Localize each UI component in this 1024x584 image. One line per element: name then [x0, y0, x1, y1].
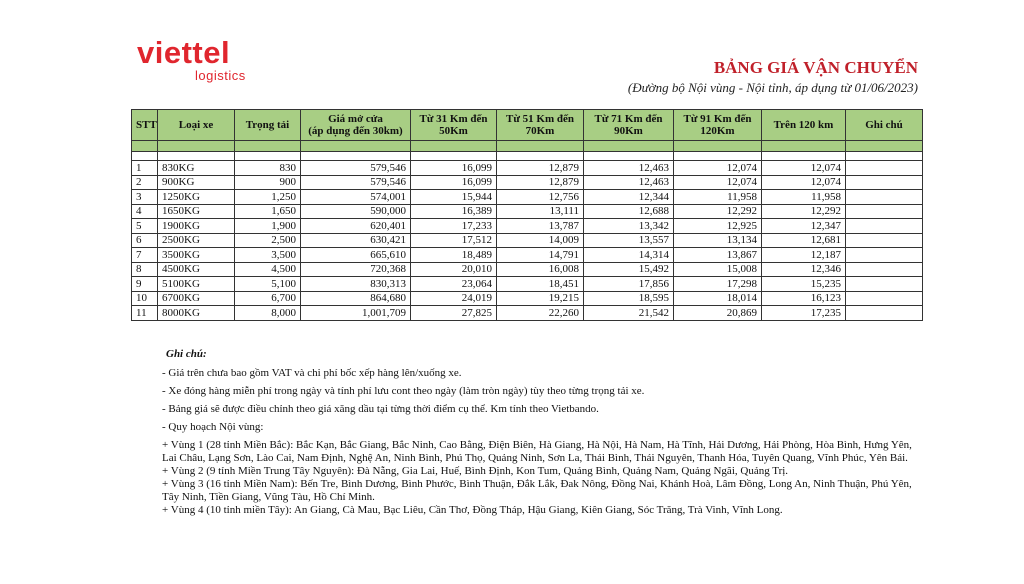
table-header-spacer: [132, 141, 923, 152]
cell-price-51-70km: 14,009: [497, 233, 584, 248]
cell-open-price: 830,313: [301, 277, 411, 292]
cell-price-91-120km: 12,292: [674, 204, 762, 219]
cell-stt: 6: [132, 233, 158, 248]
page-title: BẢNG GIÁ VẬN CHUYỂN: [713, 58, 918, 77]
header-71-90km: [584, 110, 674, 141]
cell-load: 830: [235, 161, 301, 176]
cell-note: [846, 233, 923, 248]
table-row: [132, 233, 923, 248]
cell-price-over-120km: 12,074: [762, 161, 846, 176]
cell-vehicle-type: 1650KG: [158, 204, 235, 219]
header-31-50km-line1: Từ 31 Km đến: [419, 113, 488, 125]
cell-price-91-120km: 18,014: [674, 291, 762, 306]
cell-price-31-50km: 27,825: [411, 306, 497, 321]
cell-note: [846, 175, 923, 190]
table-header-row: [132, 110, 923, 141]
cell-price-31-50km: 18,489: [411, 248, 497, 263]
header-31-50km: [411, 110, 497, 141]
cell-price-71-90km: 13,557: [584, 233, 674, 248]
cell-open-price: 574,001: [301, 190, 411, 205]
cell-vehicle-type: 3500KG: [158, 248, 235, 263]
header-load: Trọng tải: [235, 110, 301, 141]
cell-stt: 8: [132, 262, 158, 277]
region-2: + Vùng 2 (9 tỉnh Miền Trung Tây Nguyên): Đà Nẵng, Gia Lai, Huế, Bình Định, Kon Tum, Quảng Bình, Quảng Nam, Quảng Ngãi, Quảng Trị.: [162, 465, 789, 477]
cell-price-over-120km: 12,346: [762, 262, 846, 277]
cell-price-91-120km: 11,958: [674, 190, 762, 205]
cell-stt: 4: [132, 204, 158, 219]
cell-note: [846, 204, 923, 219]
cell-price-over-120km: 11,958: [762, 190, 846, 205]
header-over-120km: Trên 120 km: [762, 110, 846, 141]
cell-price-91-120km: 15,008: [674, 262, 762, 277]
table-row: [132, 262, 923, 277]
cell-price-71-90km: 12,463: [584, 161, 674, 176]
cell-note: [846, 219, 923, 234]
logo-subtitle: logistics: [195, 68, 246, 83]
header-91-120km-line1: Từ 91 Km đến: [683, 113, 752, 125]
table-row: [132, 204, 923, 219]
cell-note: [846, 306, 923, 321]
table-body: [132, 152, 923, 321]
cell-price-71-90km: 12,463: [584, 175, 674, 190]
cell-note: [846, 248, 923, 263]
cell-stt: 5: [132, 219, 158, 234]
header-91-120km: [674, 110, 762, 141]
cell-open-price: 579,546: [301, 161, 411, 176]
cell-price-71-90km: 21,542: [584, 306, 674, 321]
cell-price-51-70km: 13,111: [497, 204, 584, 219]
cell-load: 900: [235, 175, 301, 190]
header-31-50km-line2: 50Km: [439, 125, 468, 137]
cell-price-51-70km: 12,879: [497, 175, 584, 190]
region-1: + Vùng 1 (28 tỉnh Miền Bắc): Bắc Kạn, Bắc Giang, Bắc Ninh, Cao Bằng, Điện Biên, Hà Giang, Hà Nội, Hà Nam, Hà Tĩnh, Hải Dương, Hải Phòng, Hòa Bình, Hưng Yên, Lai Châu, Lạng Sơn, Lào Cai, Nam Định, Nghệ An, Ninh Bình, Phú Thọ, Quảng Ninh, Sơn La, Thái Bình, Thái Nguyên, Thanh Hóa, Tuyên Quang, Vĩnh Phúc, Yên Bái.: [162, 439, 912, 464]
header-open-price-line2: (áp dụng đến 30km): [308, 125, 403, 137]
cell-vehicle-type: 8000KG: [158, 306, 235, 321]
cell-price-71-90km: 12,688: [584, 204, 674, 219]
cell-load: 6,700: [235, 291, 301, 306]
cell-note: [846, 190, 923, 205]
cell-price-over-120km: 12,074: [762, 175, 846, 190]
table-row: [132, 190, 923, 205]
region-3: + Vùng 3 (16 tỉnh Miền Nam): Bến Tre, Bình Dương, Bình Phước, Bình Thuận, Đắk Lắk, Đak Nông, Đồng Nai, Khánh Hoà, Lâm Đồng, Long An, Ninh Thuận, Phú Yên, Tây Ninh, Tiền Giang, Vũng Tàu, Hồ Chí Minh.: [162, 478, 912, 503]
cell-vehicle-type: 6700KG: [158, 291, 235, 306]
cell-price-51-70km: 14,791: [497, 248, 584, 263]
cell-price-31-50km: 17,233: [411, 219, 497, 234]
cell-price-31-50km: 17,512: [411, 233, 497, 248]
cell-price-over-120km: 17,235: [762, 306, 846, 321]
cell-price-51-70km: 13,787: [497, 219, 584, 234]
header-51-70km: [497, 110, 584, 141]
cell-open-price: 620,401: [301, 219, 411, 234]
table-gap-row: [132, 152, 923, 161]
cell-price-over-120km: 12,347: [762, 219, 846, 234]
header-open-price-line1: Giá mở cửa: [328, 113, 383, 125]
cell-price-51-70km: 12,756: [497, 190, 584, 205]
cell-vehicle-type: 900KG: [158, 175, 235, 190]
table-row: [132, 277, 923, 292]
cell-vehicle-type: 4500KG: [158, 262, 235, 277]
table-row: [132, 161, 923, 176]
cell-stt: 9: [132, 277, 158, 292]
cell-price-31-50km: 16,389: [411, 204, 497, 219]
cell-price-31-50km: 15,944: [411, 190, 497, 205]
cell-vehicle-type: 1900KG: [158, 219, 235, 234]
header-note: Ghi chú: [846, 110, 923, 141]
cell-stt: 2: [132, 175, 158, 190]
cell-open-price: 579,546: [301, 175, 411, 190]
cell-note: [846, 161, 923, 176]
viettel-logistics-logo: [137, 35, 246, 84]
header-51-70km-line1: Từ 51 Km đến: [505, 113, 575, 125]
cell-load: 8,000: [235, 306, 301, 321]
cell-price-51-70km: 18,451: [497, 277, 584, 292]
cell-price-51-70km: 16,008: [497, 262, 584, 277]
cell-price-51-70km: 12,879: [497, 161, 584, 176]
cell-vehicle-type: 5100KG: [158, 277, 235, 292]
table-row: [132, 219, 923, 234]
header-open-price: [301, 110, 411, 141]
cell-load: 2,500: [235, 233, 301, 248]
table-row: [132, 291, 923, 306]
cell-note: [846, 262, 923, 277]
cell-note: [846, 291, 923, 306]
cell-price-71-90km: 12,344: [584, 190, 674, 205]
cell-price-31-50km: 23,064: [411, 277, 497, 292]
cell-stt: 3: [132, 190, 158, 205]
header-71-90km-line1: Từ 71 Km đến: [594, 113, 663, 125]
cell-stt: 7: [132, 248, 158, 263]
header-vehicle-type: Loại xe: [158, 110, 235, 141]
logo-wordmark: viettel: [137, 35, 231, 70]
cell-load: 5,100: [235, 277, 301, 292]
cell-price-51-70km: 19,215: [497, 291, 584, 306]
cell-open-price: 630,421: [301, 233, 411, 248]
cell-open-price: 1,001,709: [301, 306, 411, 321]
cell-open-price: 665,610: [301, 248, 411, 263]
table-row: [132, 248, 923, 263]
note-line: - Bảng giá sẽ được điều chỉnh theo giá xăng dầu tại từng thời điểm cụ thể. Km tính theo Vietbando.: [162, 403, 599, 415]
cell-load: 1,900: [235, 219, 301, 234]
cell-open-price: 864,680: [301, 291, 411, 306]
price-table: [131, 109, 923, 321]
cell-load: 1,250: [235, 190, 301, 205]
cell-price-71-90km: 18,595: [584, 291, 674, 306]
cell-price-31-50km: 16,099: [411, 161, 497, 176]
cell-price-71-90km: 14,314: [584, 248, 674, 263]
cell-price-71-90km: 17,856: [584, 277, 674, 292]
cell-load: 4,500: [235, 262, 301, 277]
cell-load: 1,650: [235, 204, 301, 219]
cell-price-91-120km: 12,925: [674, 219, 762, 234]
cell-vehicle-type: 1250KG: [158, 190, 235, 205]
cell-price-51-70km: 22,260: [497, 306, 584, 321]
cell-price-91-120km: 12,074: [674, 175, 762, 190]
cell-stt: 10: [132, 291, 158, 306]
table-row: [132, 175, 923, 190]
cell-open-price: 720,368: [301, 262, 411, 277]
cell-price-91-120km: 20,869: [674, 306, 762, 321]
cell-price-91-120km: 17,298: [674, 277, 762, 292]
cell-stt: 1: [132, 161, 158, 176]
cell-price-71-90km: 13,342: [584, 219, 674, 234]
notes-heading: Ghi chú:: [166, 348, 207, 360]
cell-price-over-120km: 15,235: [762, 277, 846, 292]
header-91-120km-line2: 120Km: [700, 125, 735, 137]
notes-section: [158, 348, 918, 517]
cell-price-91-120km: 12,074: [674, 161, 762, 176]
header-71-90km-line2: 90Km: [614, 125, 643, 137]
cell-price-over-120km: 12,681: [762, 233, 846, 248]
cell-price-over-120km: 12,187: [762, 248, 846, 263]
cell-price-over-120km: 16,123: [762, 291, 846, 306]
cell-note: [846, 277, 923, 292]
note-line: - Giá trên chưa bao gồm VAT và chi phí bốc xếp hàng lên/xuống xe.: [162, 367, 462, 379]
note-line: - Quy hoạch Nội vùng:: [162, 421, 264, 433]
cell-stt: 11: [132, 306, 158, 321]
table-row: [132, 306, 923, 321]
cell-price-31-50km: 16,099: [411, 175, 497, 190]
page-subtitle: (Đường bộ Nội vùng - Nội tỉnh, áp dụng từ 01/06/2023): [627, 80, 918, 95]
region-4: + Vùng 4 (10 tỉnh miền Tây): An Giang, Cà Mau, Bạc Liêu, Cần Thơ, Đồng Tháp, Hậu Giang, Kiên Giang, Sóc Trăng, Trà Vinh, Vĩnh Long.: [162, 504, 783, 516]
cell-price-31-50km: 24,019: [411, 291, 497, 306]
cell-price-91-120km: 13,134: [674, 233, 762, 248]
header-stt: STT: [132, 110, 158, 141]
cell-load: 3,500: [235, 248, 301, 263]
cell-price-over-120km: 12,292: [762, 204, 846, 219]
cell-price-71-90km: 15,492: [584, 262, 674, 277]
cell-price-91-120km: 13,867: [674, 248, 762, 263]
note-line: - Xe đóng hàng miễn phí trong ngày và tính phí lưu cont theo ngày (làm tròn ngày) tùy theo từng trọng tải xe.: [162, 385, 645, 397]
cell-vehicle-type: 2500KG: [158, 233, 235, 248]
cell-price-31-50km: 20,010: [411, 262, 497, 277]
cell-vehicle-type: 830KG: [158, 161, 235, 176]
cell-open-price: 590,000: [301, 204, 411, 219]
header-51-70km-line2: 70Km: [525, 125, 555, 137]
